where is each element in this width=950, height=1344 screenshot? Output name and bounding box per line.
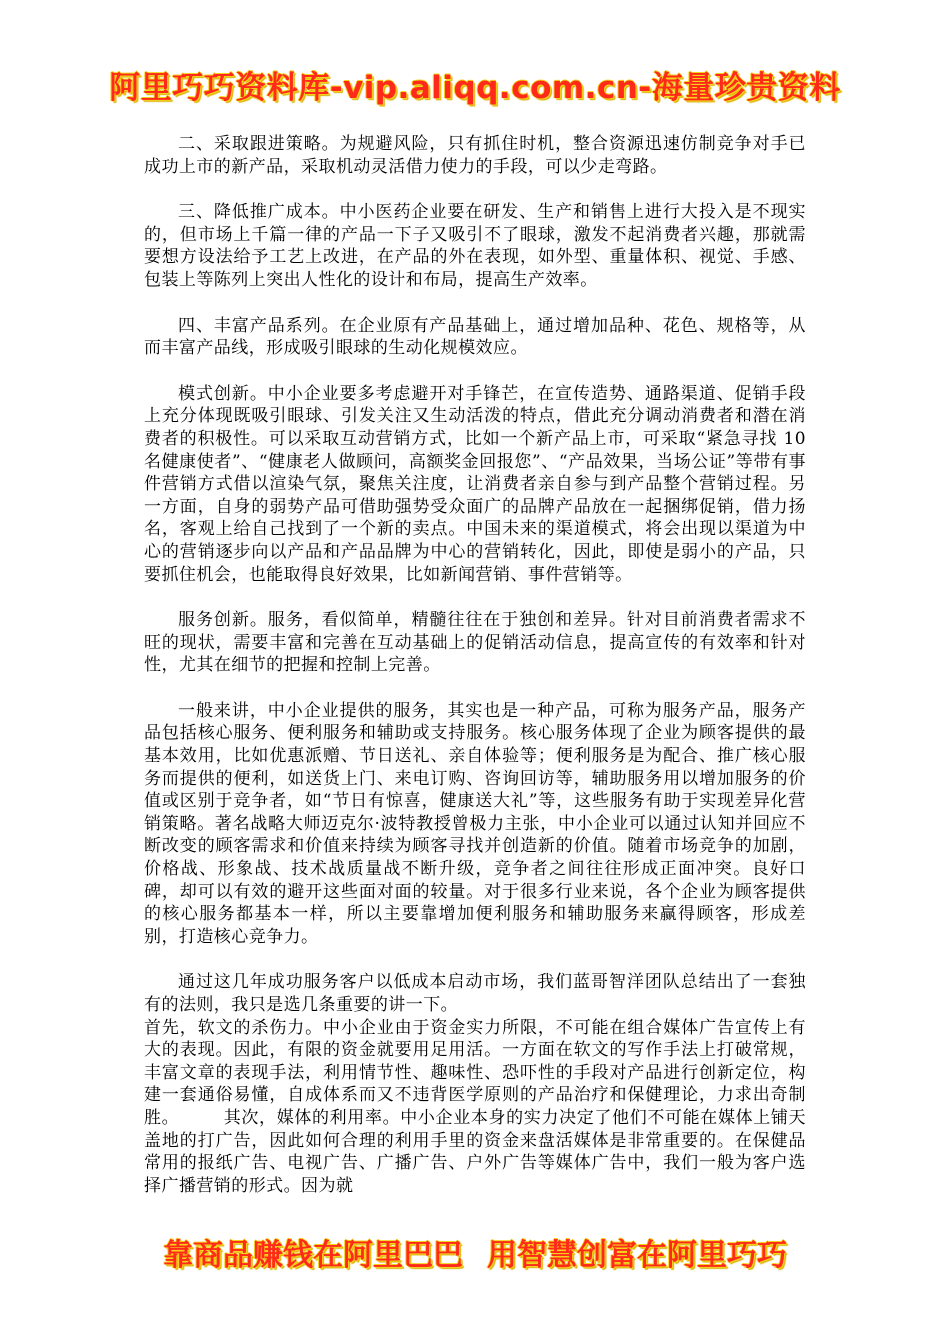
footer-banner-right: 用智慧创富在阿里巧巧 <box>487 1238 787 1273</box>
header-banner: 阿里巧巧资料库-vip.aliqq.com.cn-海量珍贵资料 <box>109 70 841 106</box>
paragraph-team-rules: 通过这几年成功服务客户以低成本启动市场，我们蓝哥智洋团队总结出了一套独有的法则，我只是选几条重要的讲一下。 <box>144 972 806 1015</box>
paragraph-reduce-cost: 三、降低推广成本。中小医药企业要在研发、生产和销售上进行大投入是不现实的，但市场上千篇一律的产品一下子又吸引不了眼球，激发不起消费者兴趣，那就需要想方设法给予工艺上改进，在产品的外在表现，如外型、重量体积、视觉、手感、包装上等陈列上突出人性化的设计和布局，提高生产效率。 <box>144 202 806 290</box>
paragraph-product-series: 四、丰富产品系列。在企业原有产品基础上，通过增加品种、花色、规格等，从而丰富产品线，形成吸引眼球的生动化规模效应。 <box>144 315 806 359</box>
paragraph-model-innovation: 模式创新。中小企业要多考虑避开对手锋芒，在宣传造势、通路渠道、促销手段上充分体现既吸引眼球、引发关注又生动活泼的特点，借此充分调动消费者和潜在消费者的积极性。可以采取互动营销方式，比如一个新产品上市，可采取“紧急寻找 10 名健康使者”、“健康老人做顾问，高额奖金回报您”、“产品效果，当场公证”等带有事件营销方式借以渲染气氛，聚焦关注度，让消费者亲自参与到产品整个营销过程。另一方面，自身的弱势产品可借助强势受众面广的品牌产品放在一起捆绑促销，借力扬名，客观上给自己找到了一个新的卖点。中国未来的渠道模式，将会出现以渠道为中心的营销逐步向以产品和产品品牌为中心的营销转化，因此，即使是弱小的产品，只要抓住机会，也能取得良好效果，比如新闻营销、事件营销等。 <box>144 383 806 585</box>
footer-banner-left: 靠商品赚钱在阿里巴巴 <box>163 1238 463 1273</box>
paragraph-service-innovation: 服务创新。服务，看似简单，精髓往往在于独创和差异。针对目前消费者需求不旺的现状，需要丰富和完善在互动基础上的促销活动信息，提高宣传的有效率和针对性，尤其在细节的把握和控制上完善。 <box>144 610 806 676</box>
paragraph-soft-article: 首先，软文的杀伤力。中小企业由于资金实力所限，不可能在组合媒体广告宣传上有大的表现。因此，有限的资金就要用足用活。一方面在软文的写作手法上打破常规，丰富文章的表现手法，利用情节性、趣味性、恐吓性的手段对产品进行创新定位，构建一套通俗易懂，自成体系而又不违背医学原则的产品治疗和保健理论，力求出奇制胜。 其次，媒体的利用率。中小企业本身的实力决定了他们不可能在媒体上铺天盖地的打广告，因此如何合理的利用手里的资金来盘活媒体是非常重要的。在保健品常用的报纸广告、电视广告、广播广告、户外广告等媒体广告中，我们一般为客户选择广播营销的形式。因为就 <box>144 1017 806 1196</box>
document-body <box>144 133 806 1197</box>
paragraph-service-products: 一般来讲，中小企业提供的服务，其实也是一种产品，可称为服务产品，服务产品包括核心服务、便利服务和辅助或支持服务。核心服务体现了企业为顾客提供的最基本效用，比如优惠派赠、节日送礼、亲自体验等；便利服务是为配合、推广核心服务而提供的便利，如送货上门、来电订购、咨询回访等，辅助服务用以增加服务的价值或区别于竞争者，如“节日有惊喜，健康送大礼”等，这些服务有助于实现差异化营销策略。著名战略大师迈克尔·波特教授曾极力主张，中小企业可以通过认知并回应不断改变的顾客需求和价值来持续为顾客寻找并创造新的价值。随着市场竞争的加剧，价格战、形象战、技术战质量战不断升级，竞争者之间往往形成正面冲突。良好口碑，却可以有效的避开这些面对面的较量。对于很多行业来说，各个企业为顾客提供的核心服务都基本一样，所以主要靠增加便利服务和辅助服务来赢得顾客，形成差别，打造核心竞争力。 <box>144 700 806 947</box>
paragraph-follow-strategy: 二、采取跟进策略。为规避风险，只有抓住时机，整合资源迅速仿制竞争对手已成功上市的新产品，采取机动灵活借力使力的手段，可以少走弯路。 <box>144 134 806 177</box>
footer-banner <box>0 1230 950 1274</box>
